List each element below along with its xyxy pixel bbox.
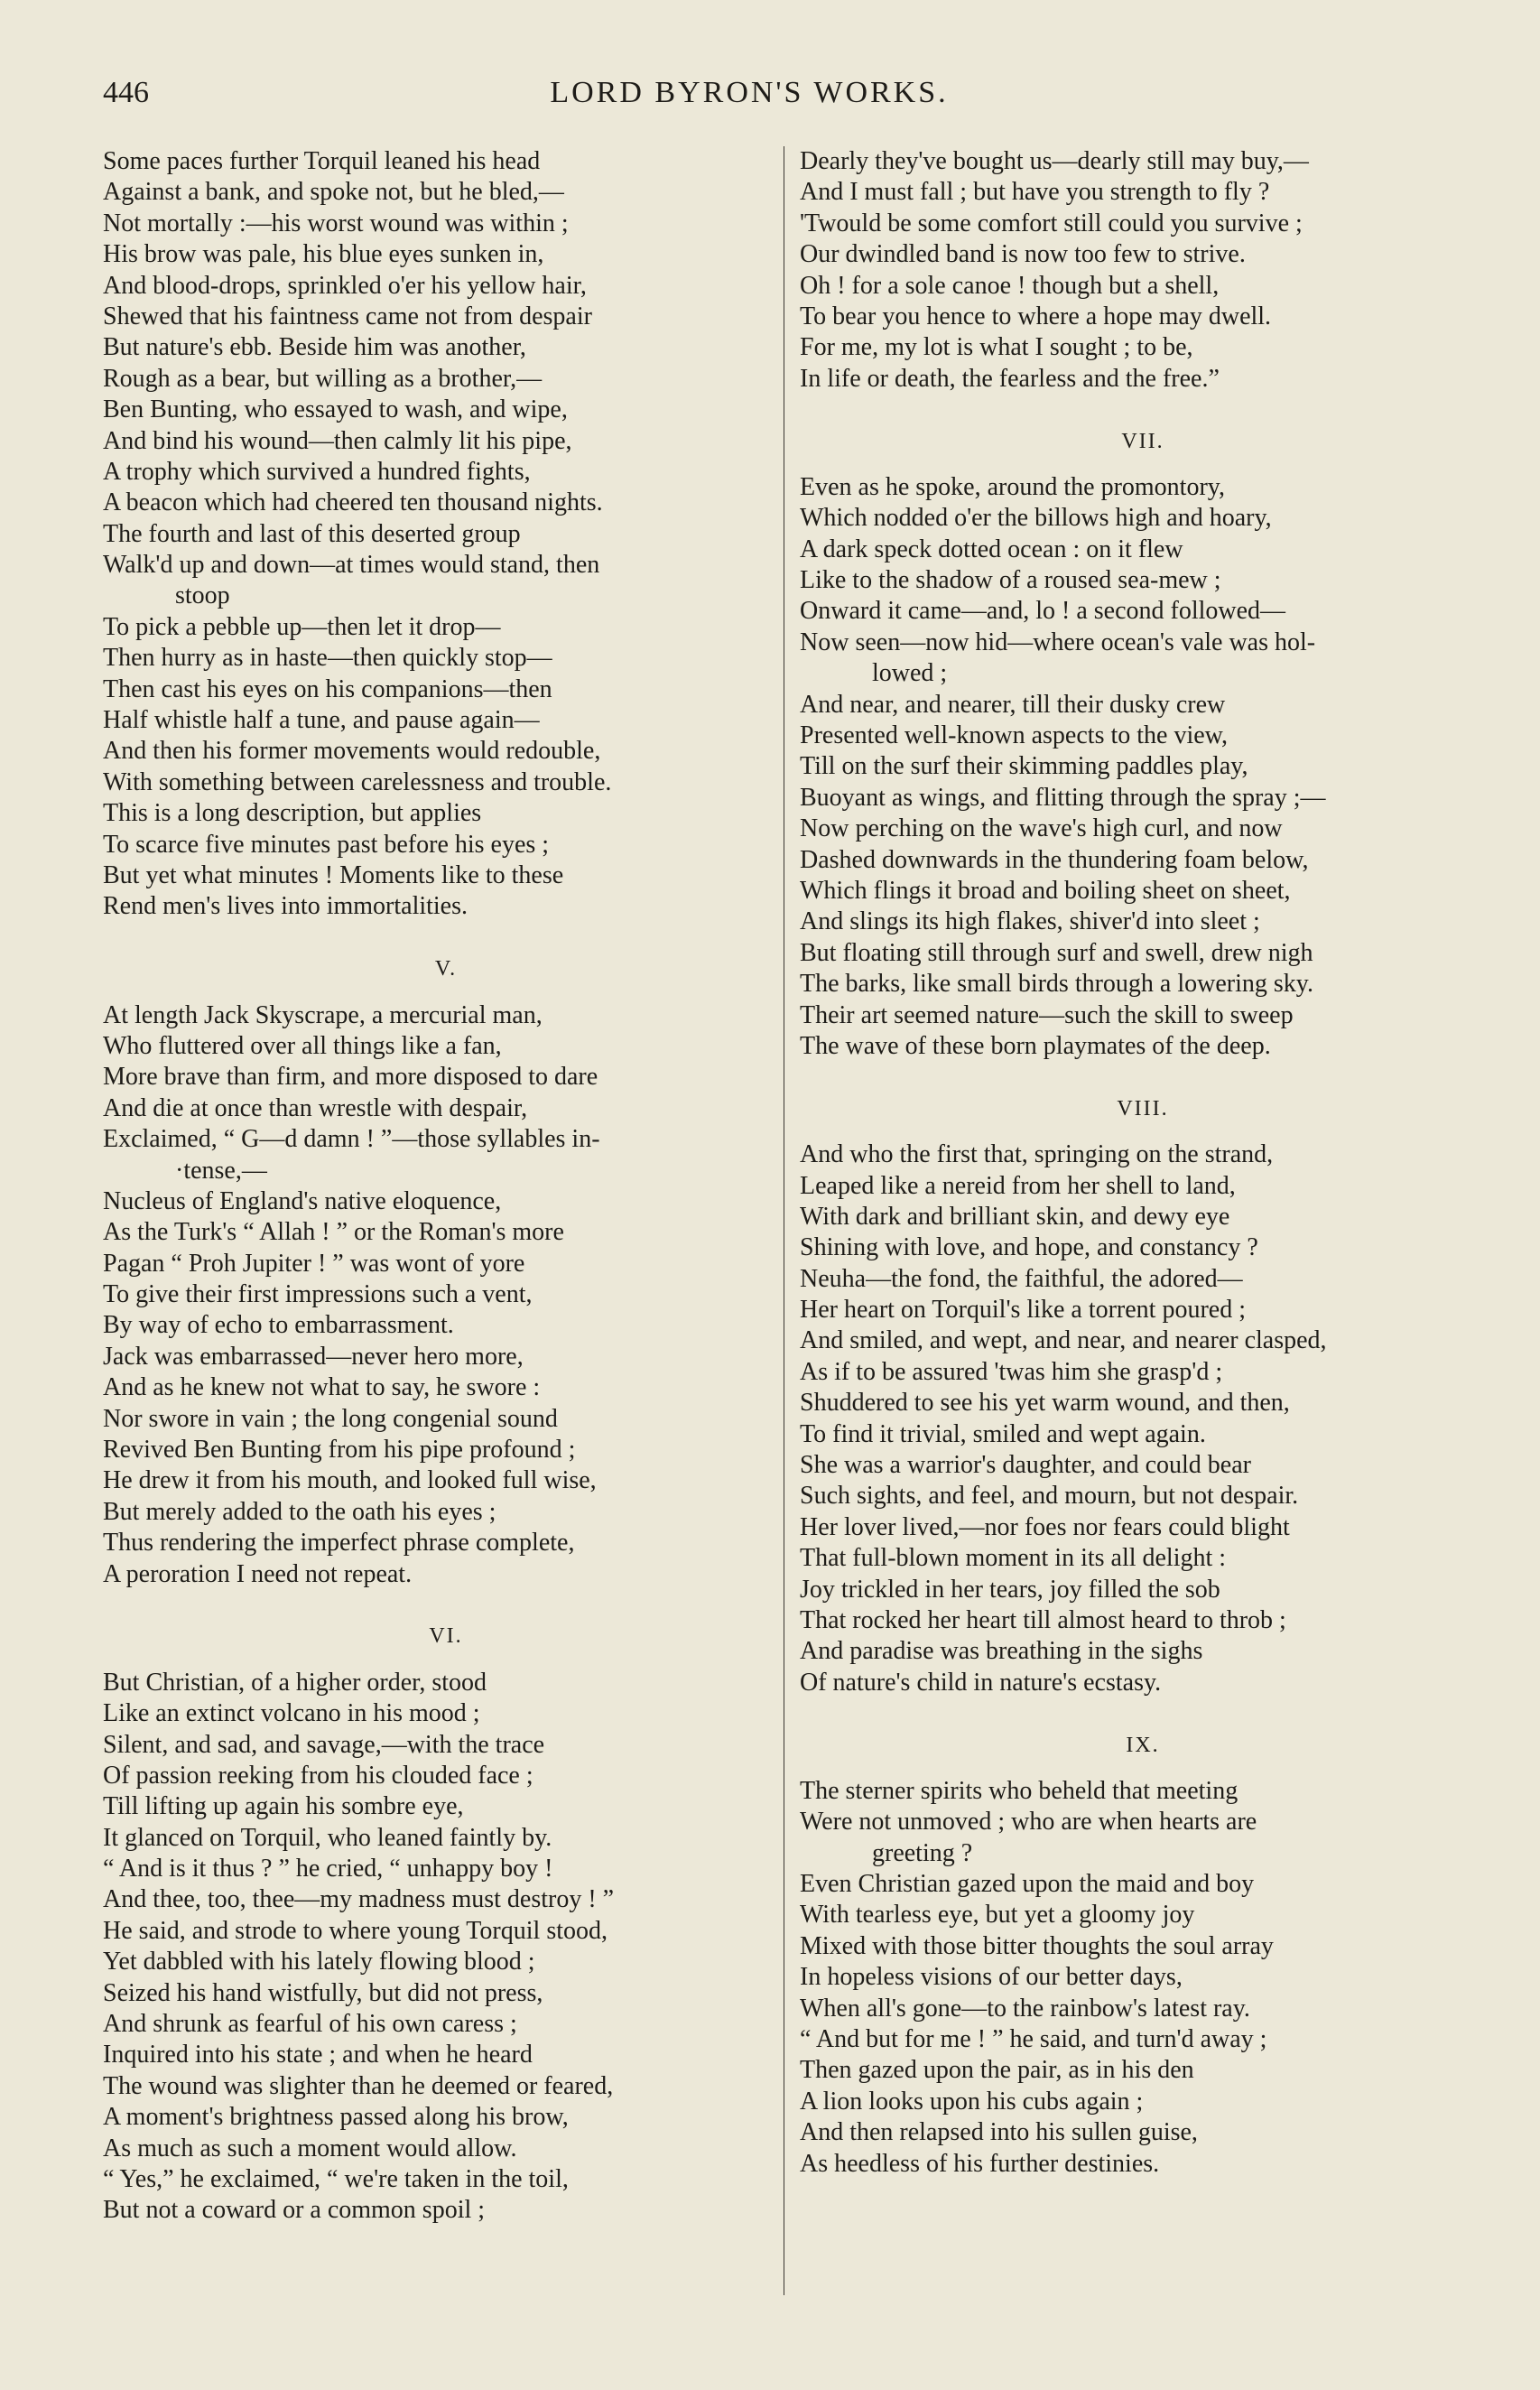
- stanza-viii: [800, 1139, 1486, 1698]
- verse-line: Buoyant as wings, and flitting through the spray ;—: [800, 783, 1326, 812]
- verse-line: That full-blown moment in its all delight :: [800, 1544, 1227, 1573]
- verse-line: He drew it from his mouth, and looked full wise,: [103, 1466, 597, 1495]
- verse-line: Onward it came—and, lo ! a second followed—: [800, 597, 1286, 626]
- running-title: LORD BYRON'S WORKS.: [550, 76, 949, 109]
- verse-line: Revived Ben Bunting from his pipe profound ;: [103, 1436, 576, 1465]
- verse-line: He said, and strode to where young Torquil stood,: [103, 1916, 608, 1945]
- verse-line: To scarce five minutes past before his eyes ;: [103, 830, 550, 859]
- verse-line: Till on the surf their skimming paddles play,: [800, 752, 1248, 781]
- section-heading-ix: IX.: [1126, 1733, 1160, 1757]
- verse-line: To bear you hence to where a hope may dwell.: [800, 302, 1272, 330]
- verse-line: And I must fall ; but have you strength to fly ?: [800, 178, 1270, 207]
- verse-line: Which nodded o'er the billows high and hoary,: [800, 504, 1272, 533]
- verse-line: With tearless eye, but yet a gloomy joy: [800, 1901, 1195, 1930]
- verse-line: A trophy which survived a hundred fights,: [103, 457, 531, 486]
- verse-line: Pagan “ Proh Jupiter ! ” was wont of yore: [103, 1249, 525, 1278]
- verse-line: Some paces further Torquil leaned his head: [103, 147, 541, 175]
- verse-line: Of passion reeking from his clouded face ;: [103, 1761, 533, 1790]
- verse-line: Not mortally :—his worst wound was within ;: [103, 209, 569, 237]
- verse-line: Presented well-known aspects to the view,: [800, 721, 1229, 750]
- verse-line: Such sights, and feel, and mourn, but not despair.: [800, 1482, 1299, 1511]
- verse-line: Jack was embarrassed—never hero more,: [103, 1342, 524, 1371]
- verse-line: With something between carelessness and trouble.: [103, 767, 612, 796]
- verse-line: But merely added to the oath his eyes ;: [103, 1497, 496, 1526]
- verse-line: Thus rendering the imperfect phrase complete,: [103, 1529, 575, 1558]
- verse-line: And paradise was breathing in the sighs: [800, 1637, 1203, 1666]
- verse-line: Even Christian gazed upon the maid and boy: [800, 1870, 1255, 1899]
- verse-line: This is a long description, but applies: [103, 799, 482, 828]
- verse-line: As much as such a moment would allow.: [103, 2134, 517, 2162]
- verse-line: Now perching on the wave's high curl, and now: [800, 814, 1283, 843]
- verse-line: Then hurry as in haste—then quickly stop—: [103, 644, 552, 673]
- verse-line: But not a coward or a common spoil ;: [103, 2196, 486, 2225]
- verse-line: It glanced on Torquil, who leaned faintly by.: [103, 1823, 552, 1852]
- verse-line: For me, my lot is what I sought ; to be,: [800, 333, 1193, 362]
- verse-line: When all's gone—to the rainbow's latest ray.: [800, 1994, 1250, 2023]
- verse-line: And as he knew not what to say, he swore :: [103, 1373, 541, 1402]
- verse-line: ·tense,—: [175, 1156, 267, 1185]
- verse-line: But floating still through surf and swell, drew nigh: [800, 938, 1313, 967]
- verse-line: Who fluttered over all things like a fan,: [103, 1031, 502, 1060]
- verse-line: To find it trivial, smiled and wept again.: [800, 1419, 1206, 1448]
- stanza-v: [103, 1000, 789, 1590]
- verse-line: Ben Bunting, who essayed to wash, and wipe,: [103, 395, 568, 424]
- verse-line: “ Yes,” he exclaimed, “ we're taken in the toil,: [103, 2165, 569, 2193]
- verse-line: She was a warrior's daughter, and could bear: [800, 1451, 1251, 1480]
- verse-line: And blood-drops, sprinkled o'er his yellow hair,: [103, 271, 587, 300]
- verse-line: And smiled, and wept, and near, and nearer clasped,: [800, 1326, 1327, 1355]
- verse-line: Yet dabbled with his lately flowing blood ;: [103, 1948, 535, 1976]
- section-heading-viii: VIII.: [1117, 1096, 1169, 1121]
- verse-line: With dark and brilliant skin, and dewy eye: [800, 1202, 1230, 1231]
- verse-line: Joy trickled in her tears, joy filled the sob: [800, 1575, 1220, 1604]
- section-heading-vi: VI.: [429, 1624, 463, 1649]
- verse-line: A beacon which had cheered ten thousand nights.: [103, 488, 603, 517]
- verse-line: Neuha—the fond, the faithful, the adored—: [800, 1264, 1243, 1293]
- verse-line: Leaped like a nereid from her shell to land,: [800, 1171, 1236, 1200]
- stanza-vii: [800, 472, 1486, 1062]
- verse-line: In hopeless visions of our better days,: [800, 1963, 1183, 1992]
- verse-line: 'Twould be some comfort still could you survive ;: [800, 209, 1303, 237]
- verse-line: And who the first that, springing on the strand,: [800, 1140, 1274, 1169]
- verse-line: By way of echo to embarrassment.: [103, 1311, 454, 1340]
- verse-line: The barks, like small birds through a lowering sky.: [800, 970, 1313, 999]
- stanza-vi-continued: [800, 146, 1486, 395]
- verse-line: Shewed that his faintness came not from despair: [103, 302, 592, 330]
- right-column: [800, 146, 1486, 2180]
- verse-line: Nucleus of England's native eloquence,: [103, 1186, 502, 1215]
- verse-line: The sterner spirits who beheld that meeting: [800, 1776, 1238, 1805]
- verse-line: Were not unmoved ; who are when hearts are: [800, 1808, 1257, 1837]
- verse-line: But yet what minutes ! Moments like to these: [103, 860, 564, 889]
- verse-line: More brave than firm, and more disposed to dare: [103, 1063, 598, 1092]
- verse-line: Like to the shadow of a roused sea-mew ;: [800, 566, 1221, 595]
- verse-line: At length Jack Skyscrape, a mercurial man,: [103, 1000, 543, 1029]
- verse-line: Our dwindled band is now too few to strive.: [800, 240, 1246, 269]
- verse-line: And bind his wound—then calmly lit his pipe,: [103, 426, 572, 455]
- verse-line: Even as he spoke, around the promontory,: [800, 472, 1225, 501]
- verse-line: Dashed downwards in the thundering foam below,: [800, 845, 1309, 874]
- verse-line: Mixed with those bitter thoughts the soul array: [800, 1931, 1274, 1960]
- verse-line: Rend men's lives into immortalities.: [103, 892, 468, 921]
- verse-line: And thee, too, thee—my madness must destroy ! ”: [103, 1885, 615, 1914]
- verse-line: Seized his hand wistfully, but did not press,: [103, 1978, 543, 2007]
- verse-line: Then cast his eyes on his companions—then: [103, 674, 552, 703]
- verse-line: Against a bank, and spoke not, but he bled,—: [103, 178, 564, 207]
- verse-line: A lion looks upon his cubs again ;: [800, 2087, 1144, 2116]
- verse-line: And then relapsed into his sullen guise,: [800, 2118, 1198, 2147]
- verse-line: A peroration I need not repeat.: [103, 1559, 413, 1588]
- verse-line: Rough as a bear, but willing as a brother,—: [103, 364, 543, 393]
- verse-line: Half whistle half a tune, and pause again—: [103, 706, 540, 735]
- section-heading-vii: VII.: [1121, 429, 1164, 453]
- verse-line: Inquired into his state ; and when he heard: [103, 2041, 533, 2069]
- verse-line: A moment's brightness passed along his brow,: [103, 2103, 569, 2132]
- verse-line: As if to be assured 'twas him she grasp'd ;: [800, 1357, 1223, 1386]
- verse-line: And die at once than wrestle with despair,: [103, 1093, 528, 1122]
- verse-line: Like an extinct volcano in his mood ;: [103, 1699, 480, 1728]
- verse-line: Shining with love, and hope, and constancy ?: [800, 1233, 1258, 1262]
- verse-line: And then his former movements would redouble,: [103, 737, 601, 766]
- verse-line: As heedless of his further destinies.: [800, 2149, 1160, 2178]
- verse-line: To give their first impressions such a vent,: [103, 1280, 533, 1309]
- verse-line: But nature's ebb. Beside him was another,: [103, 333, 526, 362]
- verse-line: Which flings it broad and boiling sheet on sheet,: [800, 876, 1291, 905]
- verse-line: Shuddered to see his yet warm wound, and then,: [800, 1389, 1290, 1418]
- verse-line: That rocked her heart till almost heard to throb ;: [800, 1605, 1286, 1634]
- verse-line: The wound was slighter than he deemed or feared,: [103, 2071, 614, 2100]
- verse-line: Then gazed upon the pair, as in his den: [800, 2056, 1194, 2085]
- verse-line: And slings its high flakes, shiver'd into sleet ;: [800, 907, 1260, 936]
- verse-line: lowed ;: [872, 659, 948, 688]
- page-header: [99, 76, 1399, 121]
- verse-line: To pick a pebble up—then let it drop—: [103, 612, 501, 641]
- verse-line: Walk'd up and down—at times would stand, then: [103, 551, 600, 580]
- verse-line: The fourth and last of this deserted group: [103, 519, 521, 548]
- verse-line: And shrunk as fearful of his own caress ;: [103, 2010, 517, 2039]
- verse-line: Their art seemed nature—such the skill to sweep: [800, 1000, 1294, 1029]
- verse-line: And near, and nearer, till their dusky crew: [800, 690, 1226, 719]
- verse-line: Silent, and sad, and savage,—with the trace: [103, 1730, 545, 1759]
- verse-line: As the Turk's “ Allah ! ” or the Roman's more: [103, 1218, 564, 1247]
- verse-line: Oh ! for a sole canoe ! though but a shell,: [800, 271, 1220, 300]
- verse-line: Now seen—now hid—where ocean's vale was hol-: [800, 628, 1316, 656]
- stanza-ix: [800, 1776, 1486, 2180]
- section-heading-v: V.: [434, 957, 458, 981]
- verse-line: greeting ?: [872, 1838, 973, 1867]
- verse-line: Of nature's child in nature's ecstasy.: [800, 1668, 1162, 1697]
- stanza-iv-continued: [103, 146, 789, 923]
- verse-line: “ And is it thus ? ” he cried, “ unhappy boy !: [103, 1855, 553, 1883]
- verse-line: But Christian, of a higher order, stood: [103, 1668, 487, 1697]
- verse-line: “ And but for me ! ” he said, and turn'd away ;: [800, 2025, 1267, 2054]
- verse-line: His brow was pale, his blue eyes sunken in,: [103, 240, 544, 269]
- verse-line: In life or death, the fearless and the free.”: [800, 364, 1220, 393]
- verse-line: stoop: [175, 581, 230, 610]
- page-number: 446: [103, 76, 149, 109]
- verse-line: Her lover lived,—nor foes nor fears could blight: [800, 1512, 1290, 1541]
- verse-line: The wave of these born playmates of the deep.: [800, 1031, 1271, 1060]
- verse-line: Dearly they've bought us—dearly still may buy,—: [800, 147, 1309, 175]
- verse-line: A dark speck dotted ocean : on it flew: [800, 535, 1183, 563]
- verse-line: Her heart on Torquil's like a torrent poured ;: [800, 1296, 1246, 1325]
- verse-line: Till lifting up again his sombre eye,: [103, 1792, 464, 1821]
- left-column: [103, 146, 789, 2227]
- verse-line: Exclaimed, “ G—d damn ! ”—those syllables in-: [103, 1125, 600, 1154]
- verse-line: Nor swore in vain ; the long congenial sound: [103, 1404, 558, 1433]
- stanza-vi: [103, 1668, 789, 2227]
